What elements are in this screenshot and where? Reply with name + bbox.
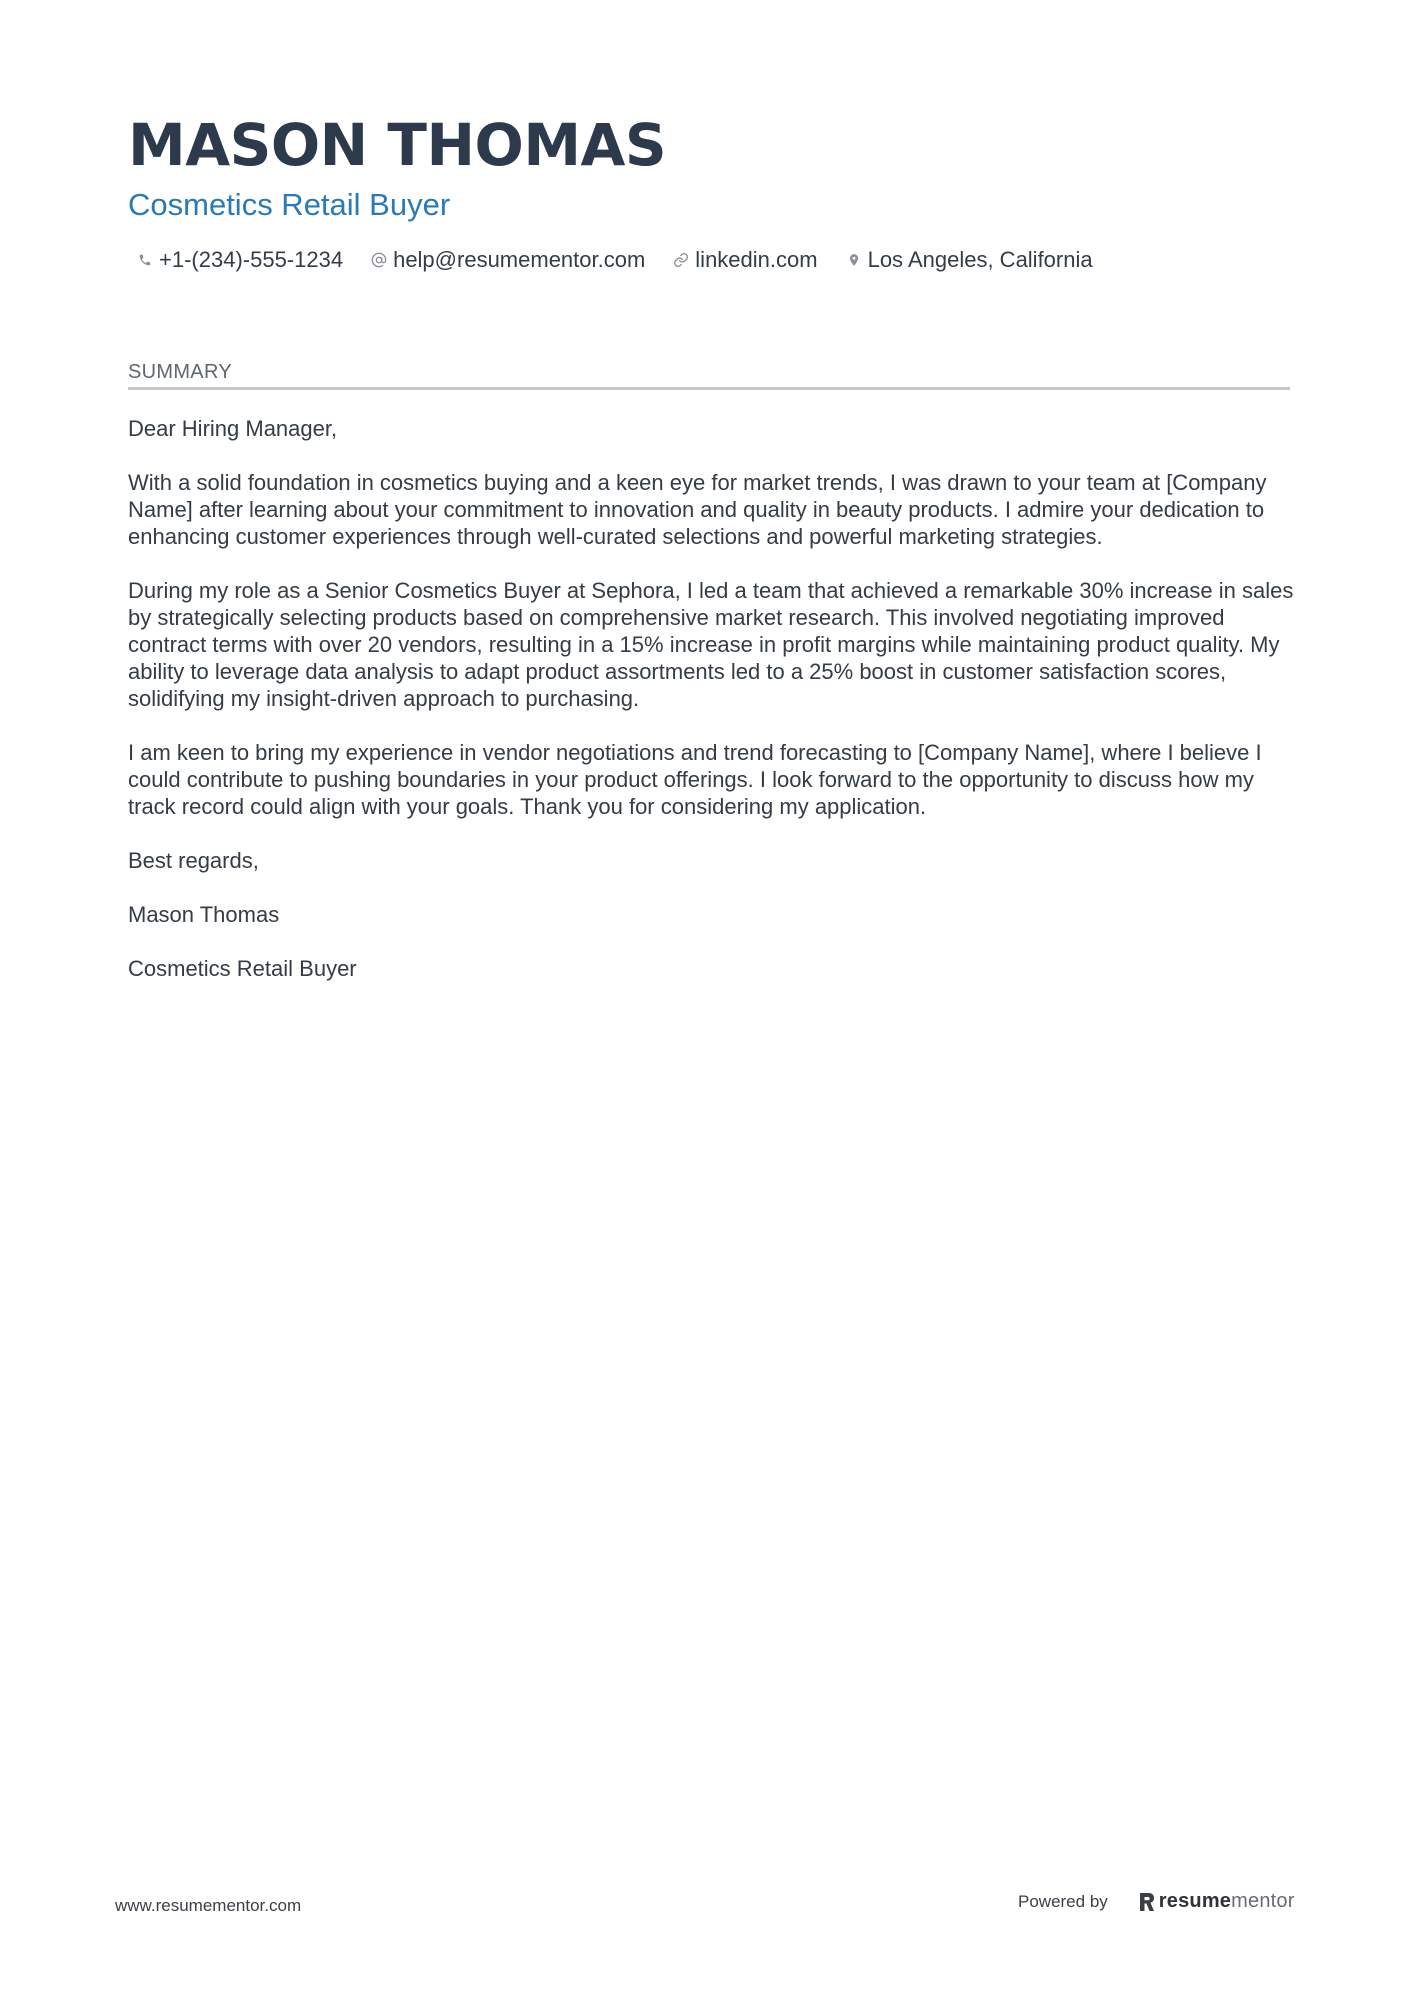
closing: Best regards, <box>128 848 259 873</box>
letter-paragraph-2: During my role as a Senior Cosmetics Buyer at Sephora, I led a team that achieved a remarkable 30% increase in sales by strategically selecting products based on comprehensive market research. This involved negotiating improved contract terms with over 20 vendors, resulting in a 15% increase in profit margins while maintaining product quality. My ability to leverage data analysis to adapt product assortments led to a 25% boost in customer satisfaction scores, solidifying my insight-driven approach to purchasing. <box>128 578 1294 711</box>
location-text: Los Angeles, California <box>867 247 1093 272</box>
signature-title: Cosmetics Retail Buyer <box>128 956 357 981</box>
link-icon <box>672 251 690 269</box>
cover-letter-body <box>128 415 1298 1009</box>
salutation: Dear Hiring Manager, <box>128 416 338 441</box>
map-pin-icon <box>845 251 863 269</box>
candidate-title: Cosmetics Retail Buyer <box>128 187 451 222</box>
contact-phone[interactable] <box>136 246 343 274</box>
contact-row <box>136 246 1120 274</box>
phone-icon <box>136 251 154 269</box>
at-sign-icon <box>370 251 388 269</box>
contact-email[interactable] <box>370 246 645 274</box>
letter-paragraph-1: With a solid foundation in cosmetics buying and a keen eye for market trends, I was drawn to your team at [Company Name] after learning about your commitment to innovation and quality in beauty products. I admire your dedication to enhancing customer experiences through well-curated selections and powerful marketing strategies. <box>128 470 1267 549</box>
letter-paragraph-3: I am keen to bring my experience in vendor negotiations and trend forecasting to [Company Name], where I believe I could contribute to pushing boundaries in your product offerings. I look forward to the opportunity to discuss how my track record could align with your goals. Thank you for considering my application. <box>128 740 1262 819</box>
linkedin-text: linkedin.com <box>695 247 818 272</box>
brand-name-light: mentor <box>1231 1890 1295 1912</box>
candidate-name: MASON THOMAS <box>128 111 667 179</box>
brand-name <box>1159 1890 1295 1913</box>
contact-linkedin[interactable] <box>672 246 817 274</box>
footer-website-link[interactable]: www.resumementor.com <box>115 1896 302 1915</box>
summary-heading: SUMMARY <box>128 361 232 383</box>
section-divider <box>128 387 1290 390</box>
contact-location <box>845 246 1093 274</box>
phone-text: +1-(234)-555-1234 <box>159 247 344 272</box>
signature-name: Mason Thomas <box>128 902 280 927</box>
brand-logo[interactable] <box>1138 1890 1295 1913</box>
footer-branding <box>1018 1890 1295 1913</box>
brand-name-strong: resume <box>1158 1890 1232 1912</box>
resumementor-logo-icon <box>1138 1891 1156 1913</box>
email-text: help@resumementor.com <box>393 247 646 272</box>
powered-by-label: Powered by <box>1018 1891 1108 1911</box>
